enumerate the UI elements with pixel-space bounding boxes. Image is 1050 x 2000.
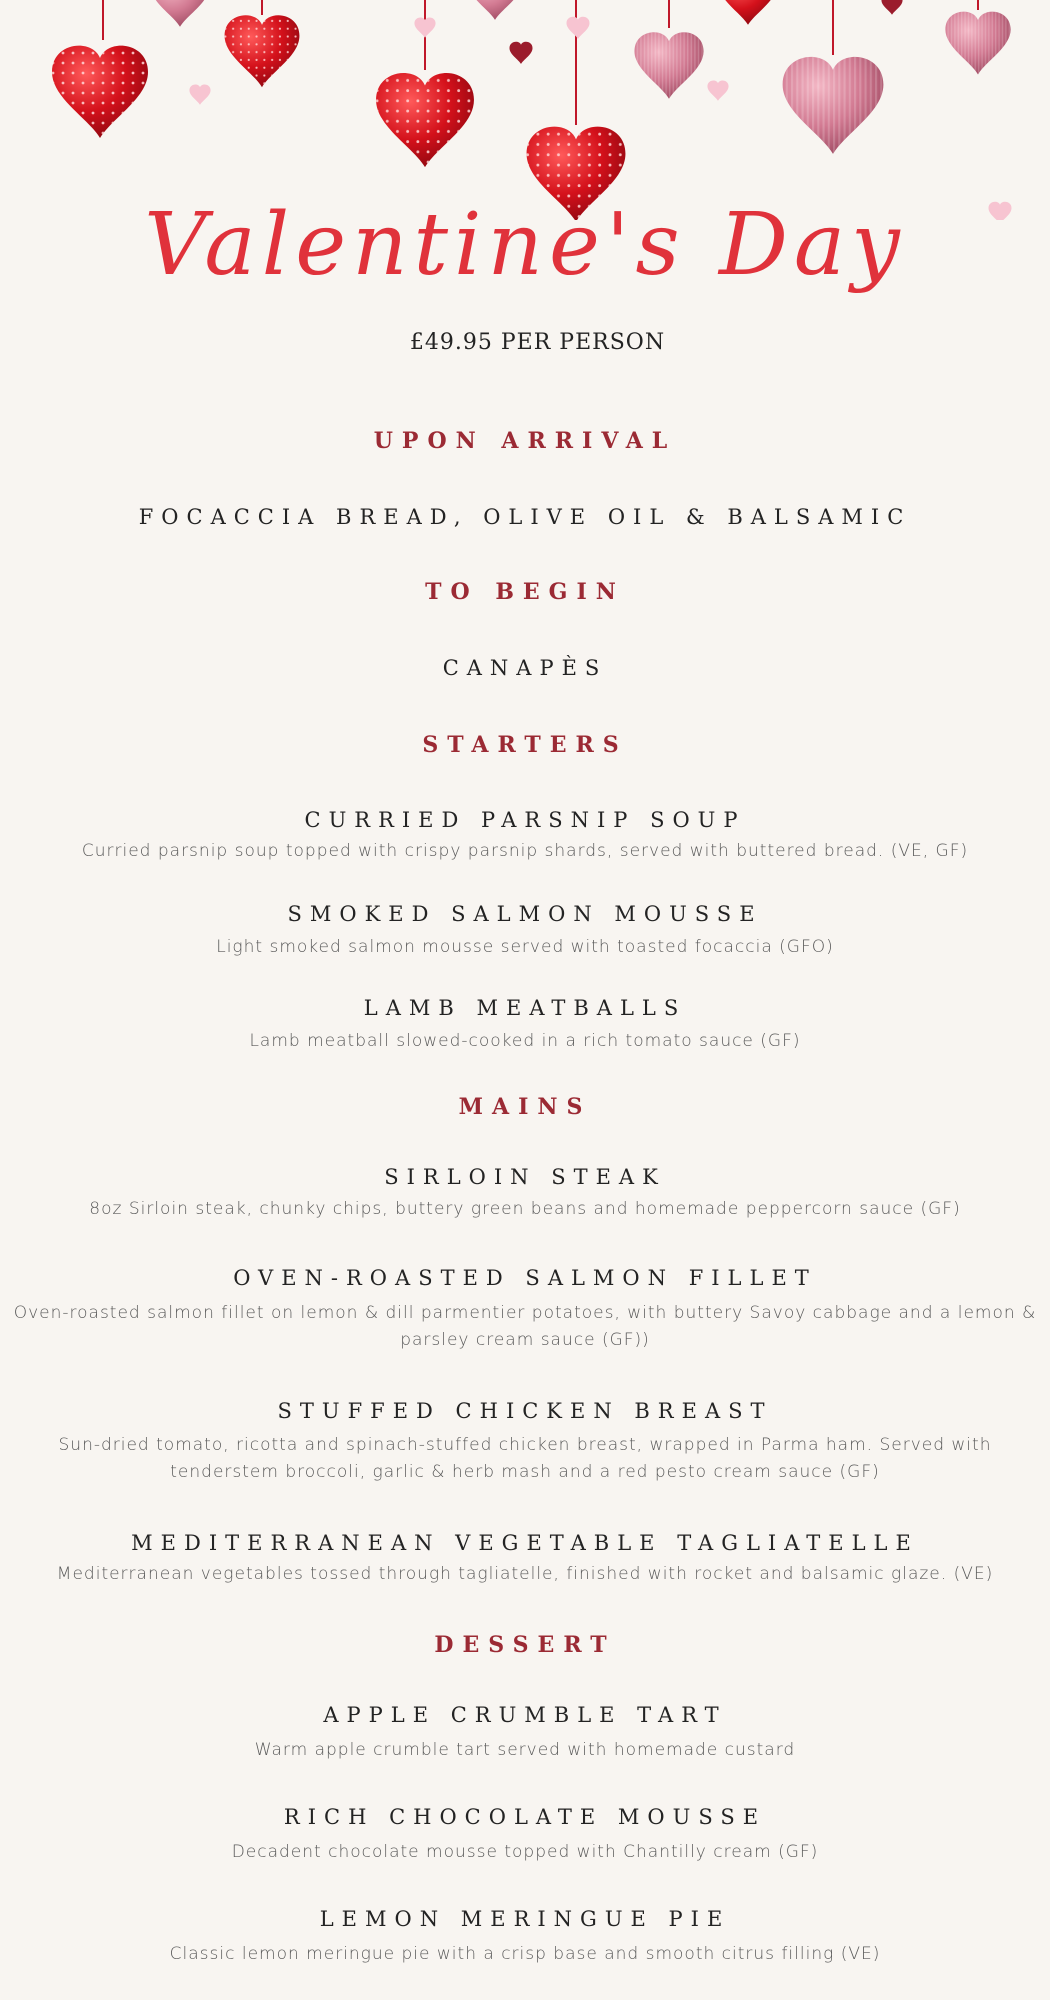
hanging-hearts-decoration <box>0 0 1050 220</box>
section-heading-dessert: DESSERT <box>434 1632 616 1658</box>
menu-item-description: Warm apple crumble tart served with homemade custard <box>254 1740 796 1760</box>
menu-item-name: CURRIED PARSNIP SOUP <box>304 808 746 832</box>
menu-item-name: OVEN-ROASTED SALMON FILLET <box>233 1266 817 1290</box>
menu-item-description: Sun-dried tomato, ricotta and spinach-stuffed chicken breast, wrapped in Parma ham. Served with tenderstem broccoli, garlic & herb mash and a red pesto cream sauce (GF) <box>58 1435 992 1482</box>
menu-item-description: Light smoked salmon mousse served with toasted focaccia (GFO) <box>216 937 834 957</box>
menu-item-name: LEMON MERINGUE PIE <box>319 1907 731 1931</box>
menu-item-name: FOCACCIA BREAD, OLIVE OIL & BALSAMIC <box>138 505 912 529</box>
menu-item-name: CANAPÈS <box>442 656 608 680</box>
section-heading-arrival: UPON ARRIVAL <box>373 428 677 454</box>
menu-item-description: Classic lemon meringue pie with a crisp base and smooth citrus filling (VE) <box>169 1944 881 1964</box>
menu-item-name: STUFFED CHICKEN BREAST <box>277 1399 773 1423</box>
menu-item-description: Lamb meatball slowed-cooked in a rich tomato sauce (GF) <box>249 1031 801 1051</box>
menu-item-description: 8oz Sirloin steak, chunky chips, buttery green beans and homemade peppercorn sauce (GF) <box>89 1199 961 1219</box>
menu-item-name: LAMB MEATBALLS <box>363 996 687 1020</box>
menu-item-description: Curried parsnip soup topped with crispy parsnip shards, served with buttered bread. (VE, GF) <box>81 841 969 861</box>
menu-item-description: Oven-roasted salmon fillet on lemon & dill parmentier potatoes, with buttery Savoy cabbage and a lemon & parsley cream sauce (GF)) <box>13 1303 1037 1350</box>
heart-ornament <box>52 46 148 138</box>
menu-title: Valentine's Day <box>144 195 906 295</box>
menu-item-name: APPLE CRUMBLE TART <box>323 1703 727 1727</box>
menu-item-name: SMOKED SALMON MOUSSE <box>287 902 763 926</box>
section-heading-to-begin: TO BEGIN <box>425 579 625 605</box>
price-per-person: £49.95 PER PERSON <box>409 330 666 355</box>
section-heading-mains: MAINS <box>458 1094 592 1120</box>
menu-item-description: Mediterranean vegetables tossed through tagliatelle, finished with rocket and balsamic glaze. (VE) <box>56 1564 994 1584</box>
menu-item-description: Decadent chocolate mousse topped with Chantilly cream (GF) <box>231 1842 819 1862</box>
menu-item-name: SIRLOIN STEAK <box>384 1165 666 1189</box>
menu-item-name: MEDITERRANEAN VEGETABLE TAGLIATELLE <box>131 1531 919 1555</box>
section-heading-starters: STARTERS <box>422 732 628 758</box>
menu-item-name: RICH CHOCOLATE MOUSSE <box>283 1805 767 1829</box>
